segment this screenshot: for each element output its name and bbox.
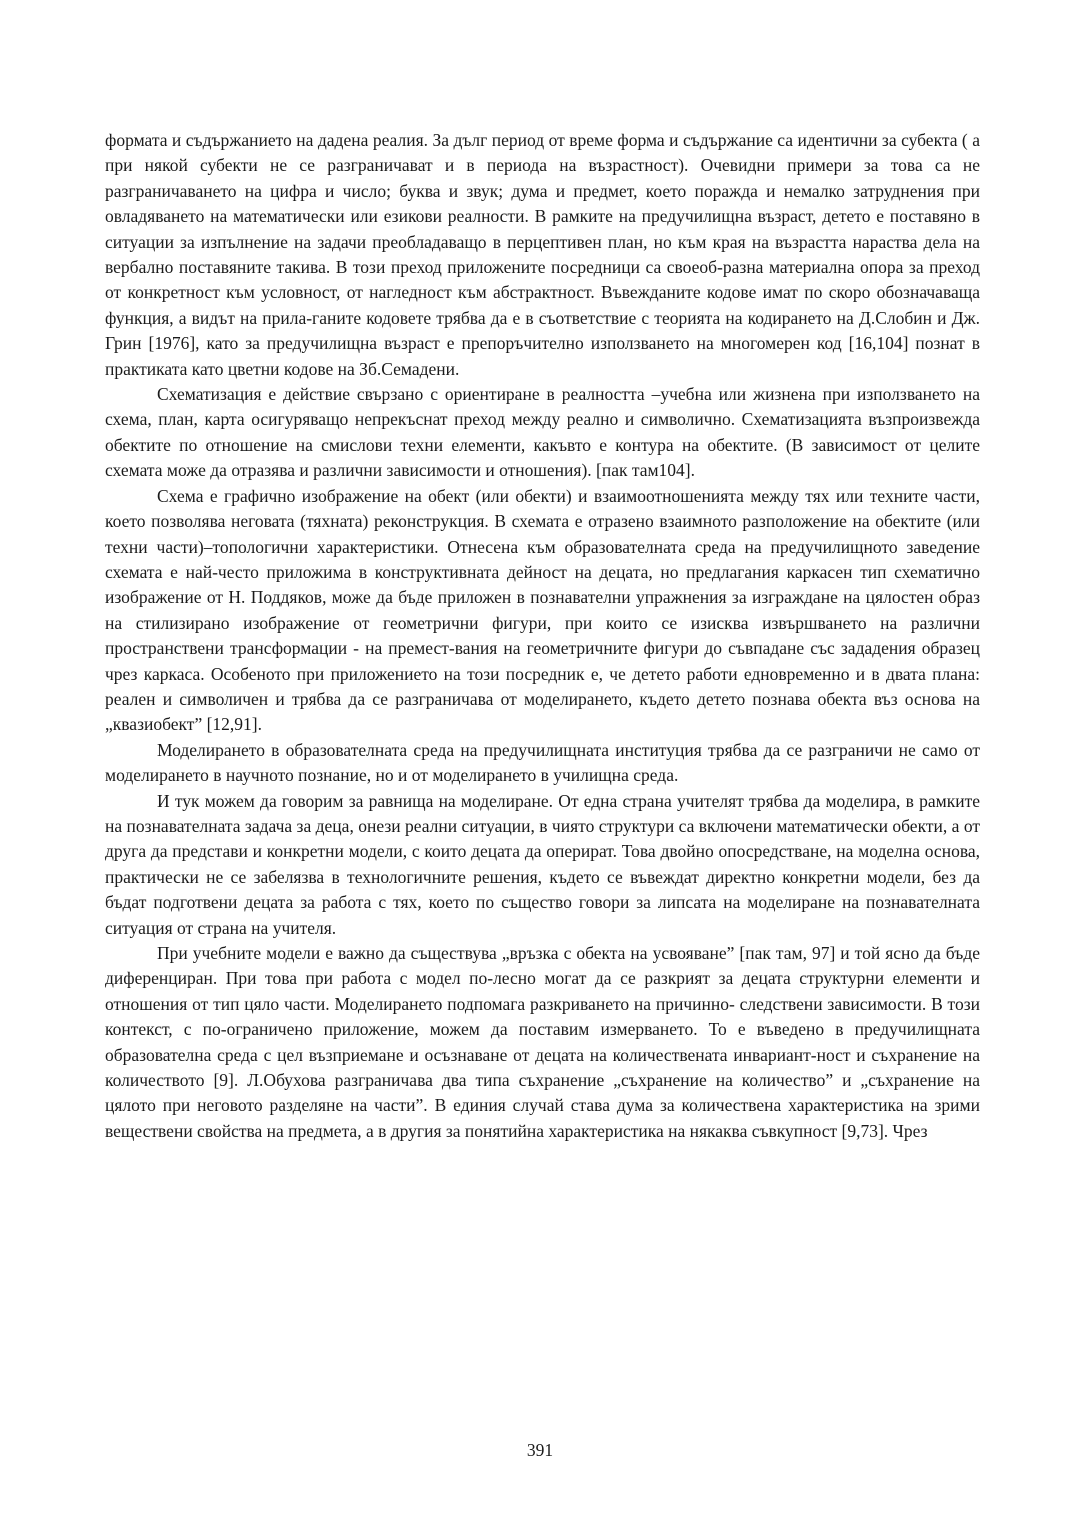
paragraph-4: Моделирането в образователната среда на предучилищната институция трябва да се разграничи не само от моделирането в научното познание, но и от моделирането в училищна среда. xyxy=(105,739,980,786)
paragraph-3: Схема е графично изображение на обект (или обекти) и взаимоотношенията между тях или техните части, което позволява неговата (тяхната) реконструкция. В схемата е отразено взаимното разположение на обектите (или техни части)–топологични характеристики. Отнесена към образователната среда на предучилищното заведение схемата е най-често приложима в конструктивната дейност на децата, но предлагания каркасен тип схематично изображение от Н. Поддяков, може да бъде приложен в познавателни упражнения за изграждане на цялостен образ на стилизирано изображение от геометрични фигури, при които се изисква извършването на различни пространствени трансформации - на премест-вания на геометричните фигури до съвпадане със зададения образец чрез каркаса. Особеното при приложението на този посредник е, че детето работи едновременно и в двата плана: реален и символичен и трябва да се разграничава от моделирането, където детето познава обекта въз основа на „квазиобект” [12,91]. xyxy=(105,485,980,735)
paragraph-5: И тук можем да говорим за равнища на моделиране. От една страна учителят трябва да моделира, в рамките на познавателната задача за деца, онези реални ситуации, в чиято структури са включени математически обекти, а от друга да представи и конкретни модели, с които децата да оперират. Това двойно опосредстване, на моделна основа, практически не се забелязва в технологичните решения, където се въвеждат директно конкретни модели, без да бъдат подготвени децата за работа с тях, което по същество говори за липсата на моделиране на познавателната ситуация от страна на учителя. xyxy=(105,790,980,938)
paragraph-6: При учебните модели е важно да съществува „връзка с обекта на усвояване” [пак там, 97] и той ясно да бъде диференциран. При това при работа с модел по-лесно могат да се разкрият за децата структурни елементи и отношения от тип цяло части. Моделирането подпомага разкриването на причинно- следствени зависимости. В този контекст, с по-ограничено приложение, можем да поставим измерването. То е въведено в предучилищната образователна среда с цел възприемане и осъзнаване от децата на количествената инвариант-ност и съхранение на количеството [9]. Л.Обухова разграничава два типа съхранение „съхранение на количество” и „съхранение на цялото при неговото разделяне на части”. В единия случай става дума за количествена характеристика на зрими веществени свойства на предмета, а в другия за понятийна характеристика на някаква съвкупност [9,73]. Чрез xyxy=(105,943,980,1141)
paragraph-2: Схематизация е действие свързано с ориентиране в реалността –учебна или жизнена при използването на схема, план, карта осигуряващо непрекъснат преход между реално и символично. Схематизацията възпроизвежда обектите по отношение на смислови техни елементи, какъвто е контура на обектите. (В зависимост от целите схемата може да отразява и различни зависимости и отношения). [пак там104]. xyxy=(105,384,980,481)
page-number: 391 xyxy=(526,1440,554,1460)
document-body xyxy=(105,128,980,1144)
paragraph-1: формата и съдържанието на дадена реалия. За дълг период от време форма и съдържание са идентични за субекта ( а при някой субекти не се разграничават и в периода на възрастност). Очевидни примери за това са не разграничаването на цифра и число; буква и звук; дума и предмет, което поражда и немалко затруднения при овладяването на математически или езикови реалности. В рамките на предучилищна възраст, детето е поставяно в ситуации за изпълнение на задачи преобладаващо в перцептивен план, но към края на възрастта нараства дела на вербално поставяните такива. В този преход приложените посредници са своеоб-разна материална опора за преход от конкретност към условност, от нагледност към абстрактност. Въвежданите кодове имат по скоро обозначаваща функция, а видът на прилa-ганите кодовете трябва да е в съответствие с теорията на кодирането на Д.Слобин и Дж. Грин [1976], като за предучилищна възраст е препоръчително използването на многомерен код [16,104] познат в практиката като цветни кодове на Зб.Семадени. xyxy=(105,130,980,379)
